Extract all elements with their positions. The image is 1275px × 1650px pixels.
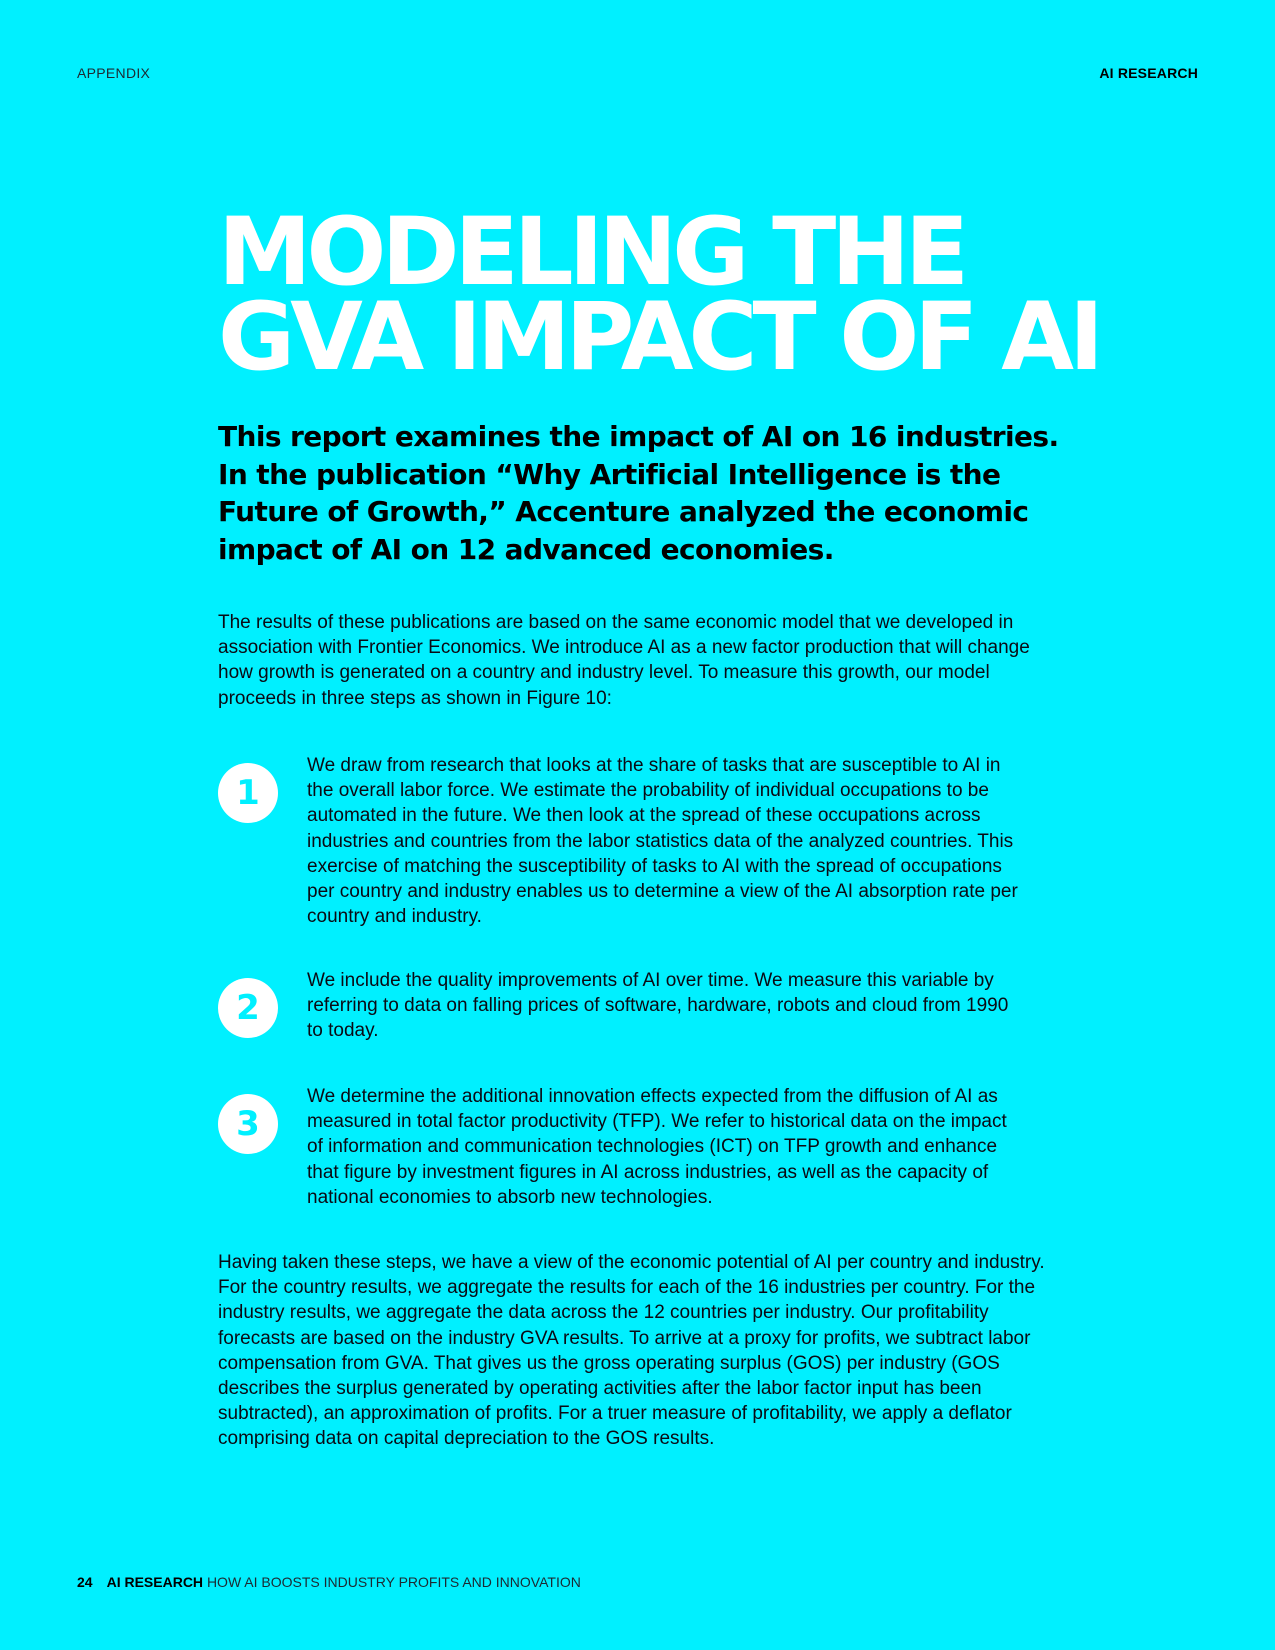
step-1-number-badge: 1 [218, 763, 278, 823]
page-title [218, 198, 1099, 392]
header-section-label: APPENDIX [77, 65, 151, 81]
footer-brand-label: AI RESEARCH [106, 1574, 204, 1590]
step-2-number-badge: 2 [218, 978, 278, 1038]
step-2-text: We include the quality improvements of AI over time. We measure this variable by referring to data on falling prices of software, hardware, robots and cloud from 1990 to today. [307, 970, 1009, 1042]
step-3-number-badge: 3 [218, 1094, 278, 1154]
closing-paragraph: Having taken these steps, we have a view of the economic potential of AI per country and industry. For the country results, we aggregate the results for each of the 16 industries per country. For the industry results, we aggregate the data across the 12 countries per industry. Our profitability forecasts are based on the industry GVA results. To arrive at a proxy for profits, we subtract labor compensation from GVA. That gives us the gross operating surplus (GOS) per industry (GOS describes the surplus generated by operating activities after the labor factor input has been subtracted), an approximation of profits. For a truer measure of profitability, we apply a deflator comprising data on capital depreciation to the GOS results. [218, 1252, 1045, 1450]
intro-paragraph: The results of these publications are based on the same economic model that we developed in association with Frontier Economics. We introduce AI as a new factor production that will change how growth is generated on a country and industry level. To measure this growth, our model proceeds in three steps as shown in Figure 10: [218, 612, 1030, 709]
page-footer [77, 1574, 581, 1590]
footer-publication-title: HOW AI BOOSTS INDUSTRY PROFITS AND INNOVATION [206, 1574, 581, 1590]
step-1-text: We draw from research that looks at the share of tasks that are susceptible to AI in the overall labor force. We estimate the probability of individual occupations to be automated in the future. We then look at the spread of these occupations across industries and countries from the labor statistics data of the analyzed countries. This exercise of matching the susceptibility of tasks to AI with the spread of occupations per country and industry enables us to determine a view of the AI absorption rate per country and industry. [307, 755, 1018, 928]
step-3-text: We determine the additional innovation effects expected from the diffusion of AI as measured in total factor productivity (TFP). We refer to historical data on the impact of information and communication technologies (ICT) on TFP growth and enhance that figure by investment figures in AI across industries, as well as the capacity of national economies to absorb new technologies. [307, 1086, 1007, 1208]
header-brand-label: AI RESEARCH [1099, 65, 1198, 81]
page-title-line-1: MODELING THE [218, 198, 965, 307]
page-number: 24 [77, 1574, 93, 1590]
lead-paragraph: This report examines the impact of AI on 16 industries. In the publication “Why Artificial Intelligence is the Future of Growth,” Accenture analyzed the economic impact of AI on 12 advanced economies. [218, 420, 1059, 566]
page-title-line-2: GVA IMPACT OF AI [218, 283, 1099, 392]
